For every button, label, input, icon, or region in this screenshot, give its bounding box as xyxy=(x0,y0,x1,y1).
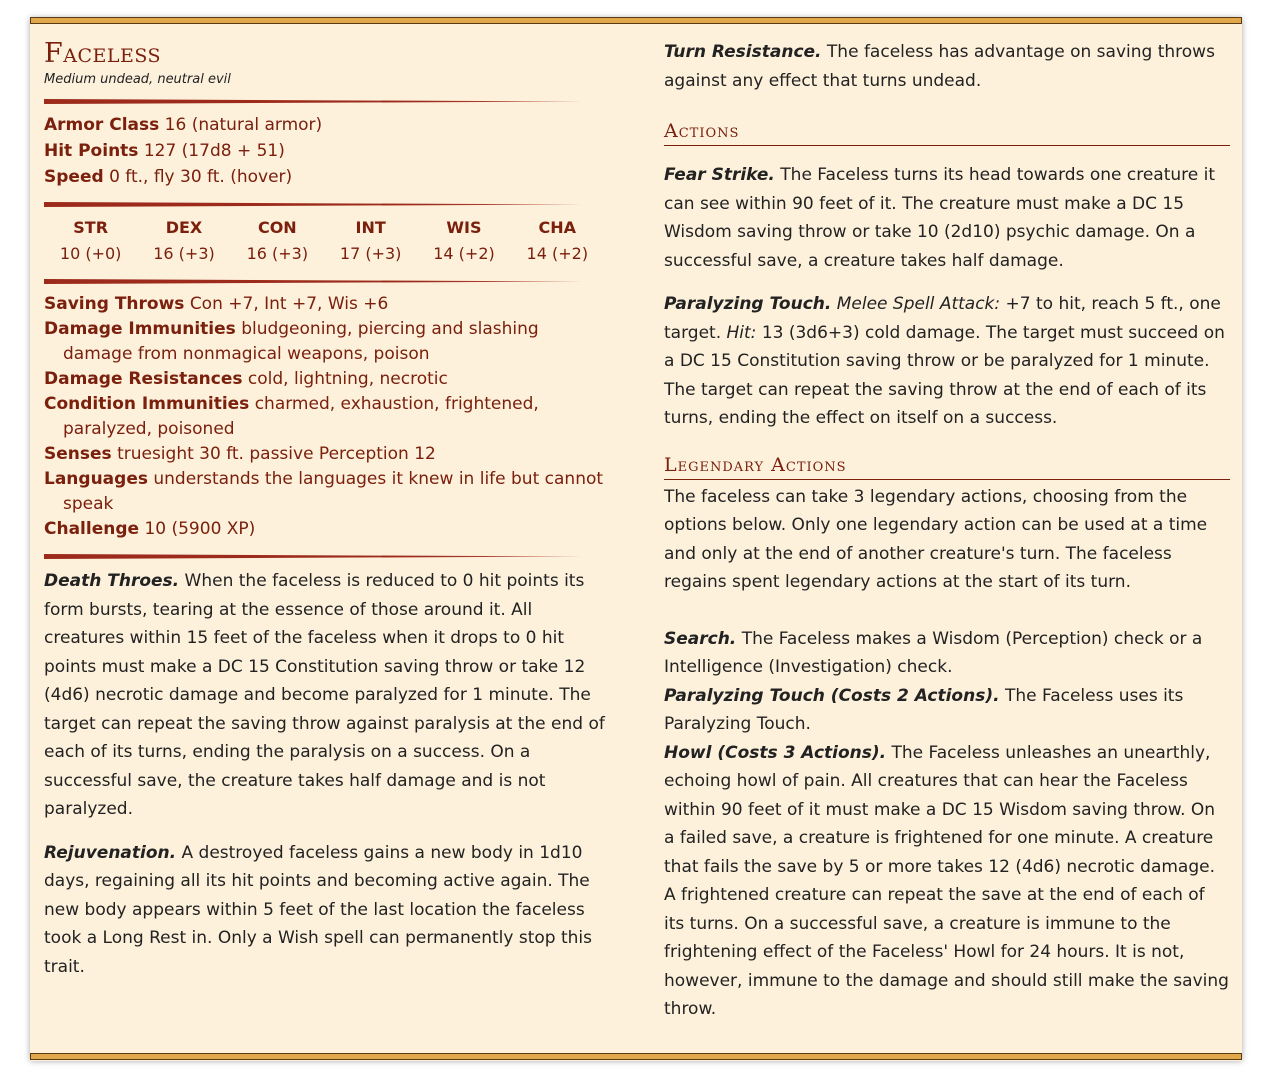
damage-resistances xyxy=(44,367,606,392)
ability-name: DEX xyxy=(165,218,203,237)
legendary-search xyxy=(664,625,1230,682)
damage-immunities-value: bludgeoning, piercing and slashing damage from nonmagical weapons, poison xyxy=(63,319,539,364)
senses xyxy=(44,442,606,467)
legendary-name: Search. xyxy=(664,628,737,649)
saving-throws-value: Con +7, Int +7, Wis +6 xyxy=(189,294,389,314)
legendary-name: Howl (Costs 3 Actions). xyxy=(664,742,887,763)
trait-turn-resistance xyxy=(664,38,1230,95)
right-column xyxy=(664,18,1230,1024)
monster-name: Faceless xyxy=(44,38,162,69)
challenge-value: 10 (5900 XP) xyxy=(144,519,256,539)
hit-points-label: Hit Points xyxy=(44,141,139,161)
ability-name: STR xyxy=(73,218,109,237)
divider xyxy=(44,99,584,104)
ability-value: 16 (+3) xyxy=(153,244,215,263)
action-fear-strike xyxy=(664,161,1230,275)
trait-text: A destroyed faceless gains a new body in 1d10 days, regaining all its hit points and becoming active again. The new body appears within 5 feet of the last location the faceless took a Long Rest in. Only a Wish spell can permanently stop this trait. xyxy=(44,842,592,977)
ability-value: 14 (+2) xyxy=(433,244,495,263)
divider xyxy=(44,202,584,207)
ability-wis xyxy=(417,215,510,267)
condition-immunities xyxy=(44,392,606,442)
ability-value: 10 (+0) xyxy=(59,244,122,263)
languages-value: understands the languages it knew in life but cannot speak xyxy=(63,469,604,514)
bottom-border-bar xyxy=(30,1053,1242,1060)
legendary-paralyzing-touch xyxy=(664,682,1230,739)
divider xyxy=(44,279,584,284)
legendary-text: The Faceless makes a Wisdom (Perception) check or a Intelligence (Investigation) check. xyxy=(664,628,1203,677)
legendary-intro: The faceless can take 3 legendary actions, choosing from the options below. Only one legendary action can be used at a time and only at the end of another creature's turn. The faceless regains spent legendary actions at the start of its turn. xyxy=(664,486,1208,592)
ability-int xyxy=(324,215,417,267)
damage-immunities-label: Damage Immunities xyxy=(44,319,236,339)
ability-dex xyxy=(137,215,230,267)
ability-str xyxy=(44,215,137,267)
challenge-label: Challenge xyxy=(44,519,140,539)
top-border-bar xyxy=(30,17,1242,24)
condition-immunities-label: Condition Immunities xyxy=(44,394,250,414)
senses-value: truesight 30 ft. passive Perception 12 xyxy=(117,444,436,464)
armor-class-label: Armor Class xyxy=(44,115,160,135)
ability-value: 14 (+2) xyxy=(526,244,589,263)
saving-throws-label: Saving Throws xyxy=(44,294,185,314)
divider xyxy=(44,554,584,559)
action-name: Fear Strike. xyxy=(664,165,775,185)
ability-scores xyxy=(44,215,604,267)
trait-rejuvenation xyxy=(44,839,606,982)
action-text: The Faceless turns its head towards one creature it can see within 90 feet of it. The creature must make a DC 15 Wisdom saving throw or take 10 (2d10) psychic damage. On a successful save, a creature takes half damage. xyxy=(664,165,1216,271)
saving-throws xyxy=(44,292,606,317)
senses-label: Senses xyxy=(44,444,112,464)
damage-resistances-label: Damage Resistances xyxy=(44,369,243,389)
attack-type: Melee Spell Attack: xyxy=(836,294,1001,314)
legendary-text: The Faceless unleashes an unearthly, echoing howl of pain. All creatures that can hear the Faceless within 90 feet of it must make a DC 15 Wisdom saving throw. On a failed save, a creature is frightened for one minute. A creature that fails the save by 5 or more takes 12 (4d6) necrotic damage. A frightened creature can repeat the save at the end of each of its turns. On a successful save, a creature is immune to the frightening effect of the Faceless' Howl for 24 hours. It is not, however, immune to the damage and should still make the saving throw. xyxy=(664,742,1229,1019)
monster-meta: Medium undead, neutral evil xyxy=(44,72,231,87)
hit-label: Hit: xyxy=(726,322,757,343)
hit-text: 13 (3d6+3) cold damage. The target must succeed on a DC 15 Constitution saving throw or be paralyzed for 1 minute. The target can repeat the saving throw at the end of each of its turns, ending the effect on itself on a success. xyxy=(664,322,1225,428)
damage-immunities xyxy=(44,317,606,367)
ability-name: CHA xyxy=(538,218,577,237)
challenge xyxy=(44,517,606,542)
languages-label: Languages xyxy=(44,469,148,489)
trait-name: Death Throes. xyxy=(44,571,180,591)
legendary-text: The Faceless uses its Paralyzing Touch. xyxy=(664,685,1184,734)
attack-text: +7 to hit, reach 5 ft., one target. xyxy=(664,294,1221,343)
armor-class-value: 16 (natural armor) xyxy=(164,115,323,135)
speed xyxy=(44,164,606,190)
ability-cha xyxy=(511,215,604,267)
condition-immunities-value: charmed, exhaustion, frightened, paralyzed, poisoned xyxy=(63,394,539,439)
hit-points xyxy=(44,138,606,164)
actions-heading: Actions xyxy=(664,117,1230,146)
ability-name: CON xyxy=(257,218,297,237)
legendary-howl xyxy=(664,739,1230,1024)
ability-name: INT xyxy=(355,218,386,237)
ability-name: WIS xyxy=(446,218,482,237)
action-name: Paralyzing Touch. xyxy=(664,294,832,314)
trait-name: Rejuvenation. xyxy=(44,842,177,863)
ability-value: 17 (+3) xyxy=(339,244,402,263)
trait-name: Turn Resistance. xyxy=(664,42,822,62)
ability-value: 16 (+3) xyxy=(246,244,309,263)
languages xyxy=(44,467,606,517)
legendary-name: Paralyzing Touch (Costs 2 Actions). xyxy=(664,685,1000,706)
trait-text: The faceless has advantage on saving throws against any effect that turns undead. xyxy=(664,42,1215,91)
trait-text: When the faceless is reduced to 0 hit points its form bursts, tearing at the essence of those around it. All creatures within 15 feet of the faceless when it drops to 0 hit points must make a DC 15 Constitution saving throw or take 12 (4d6) necrotic damage and become paralyzed for 1 minute. The target can repeat the saving throw against paralysis at the end of each of its turns, ending the paralysis on a success. On a successful save, the creature takes half damage and is not paralyzed. xyxy=(44,571,605,819)
speed-label: Speed xyxy=(44,167,104,187)
trait-death-throes xyxy=(44,567,606,824)
left-column xyxy=(44,18,606,981)
stat-block xyxy=(30,18,1242,1061)
speed-value: 0 ft., fly 30 ft. (hover) xyxy=(109,167,293,187)
legendary-actions-heading: Legendary Actions xyxy=(664,451,1230,480)
action-paralyzing-touch xyxy=(664,290,1230,433)
ability-con xyxy=(231,215,324,267)
damage-resistances-value: cold, lightning, necrotic xyxy=(247,369,448,389)
hit-points-value: 127 (17d8 + 51) xyxy=(143,141,285,161)
armor-class xyxy=(44,112,606,138)
